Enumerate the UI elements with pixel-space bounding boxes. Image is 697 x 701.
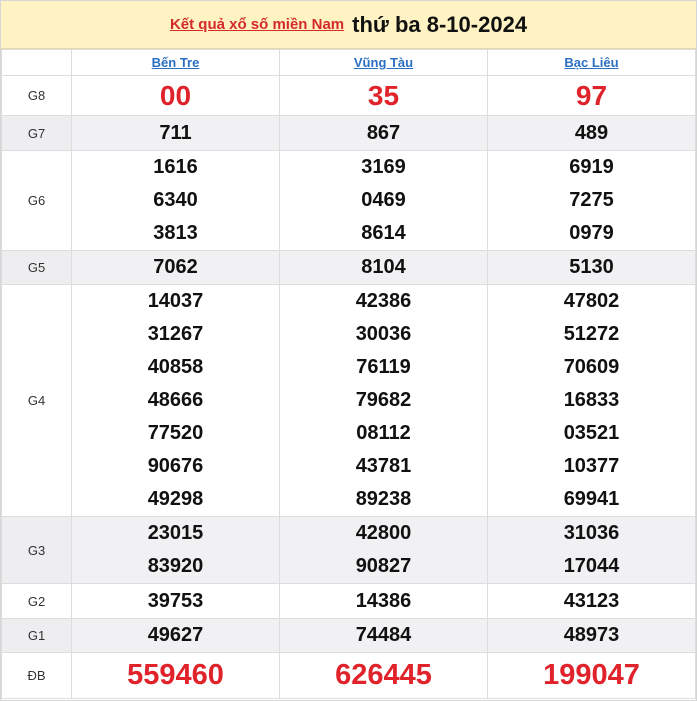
prize-value: 49298 (147, 488, 204, 510)
prize-value: 43781 (355, 455, 412, 477)
prize-value: 47802 (563, 290, 620, 312)
province-header-ben-tre (72, 50, 280, 76)
prize-number-group (280, 151, 488, 251)
prize-number-group (280, 517, 488, 584)
prize-number (280, 251, 488, 285)
prize-value: 48666 (147, 389, 204, 411)
prize-row-g6 (2, 151, 696, 251)
prize-number-special (280, 653, 488, 699)
prize-number (280, 116, 488, 151)
prize-number (488, 584, 696, 619)
prize-value: 6340 (153, 189, 198, 211)
prize-value: 89238 (355, 488, 412, 510)
prize-value: 79682 (355, 389, 412, 411)
prize-value: 14386 (355, 589, 412, 612)
results-date: thứ ba 8-10-2024 (352, 11, 528, 37)
prize-value: 8614 (361, 222, 406, 244)
prize-value: 48973 (563, 624, 620, 646)
prize-value: 31267 (147, 323, 204, 345)
prize-row-g1 (2, 619, 696, 653)
prize-value: 867 (366, 121, 401, 144)
prize-row-g3 (2, 517, 696, 584)
prize-value: 03521 (563, 422, 620, 444)
prize-number-group (488, 151, 696, 251)
prize-value: 83920 (147, 555, 204, 577)
prize-value: 6919 (569, 156, 614, 178)
prize-value: 35 (367, 80, 400, 111)
prize-value: 17044 (563, 555, 620, 577)
prize-row-g2 (2, 584, 696, 619)
prize-value: 49627 (147, 624, 204, 646)
prize-number-group (72, 151, 280, 251)
prize-label: G6 (2, 151, 72, 251)
prize-number (280, 76, 488, 116)
prize-number-special (72, 653, 280, 699)
prize-number-group (488, 285, 696, 517)
prize-value: 559460 (127, 659, 224, 691)
prize-value: 3169 (361, 156, 406, 178)
prize-value: 14037 (147, 290, 204, 312)
prize-number (280, 584, 488, 619)
prize-value: 31036 (563, 522, 620, 544)
prize-value: 74484 (355, 624, 412, 646)
prize-value: 70609 (563, 356, 620, 378)
prize-value: 199047 (543, 659, 640, 691)
prize-value: 77520 (147, 422, 204, 444)
province-header-row (2, 50, 696, 76)
prize-number-group (280, 285, 488, 517)
prize-row-g8 (2, 76, 696, 116)
prize-value: 42800 (355, 522, 412, 544)
prize-label: G5 (2, 251, 72, 285)
results-title-link[interactable]: Kết quả xổ số miền Nam (169, 16, 345, 33)
prize-value: 711 (159, 121, 192, 144)
province-link-bac-lieu[interactable]: Bạc Liêu (564, 55, 619, 70)
prize-label: G8 (2, 76, 72, 116)
province-header-bac-lieu (488, 50, 696, 76)
prize-label: G4 (2, 285, 72, 517)
prize-value: 7275 (569, 189, 614, 211)
prize-value: 40858 (147, 356, 204, 378)
prize-number (488, 76, 696, 116)
results-table (1, 49, 696, 699)
prize-value: 90676 (147, 455, 204, 477)
prize-value: 42386 (355, 290, 412, 312)
prize-value: 0469 (361, 189, 406, 211)
prize-value: 626445 (335, 659, 432, 691)
prize-value: 51272 (563, 323, 620, 345)
prize-value: 43123 (563, 589, 620, 612)
prize-value: 10377 (563, 455, 620, 477)
prize-column-header (2, 50, 72, 76)
prize-value: 3813 (153, 222, 198, 244)
prize-value: 0979 (569, 222, 614, 244)
prize-label: ĐB (2, 653, 72, 699)
prize-number (72, 116, 280, 151)
province-header-vung-tau (280, 50, 488, 76)
prize-value: 76119 (356, 356, 411, 378)
prize-value: 97 (575, 80, 608, 111)
prize-number (488, 116, 696, 151)
prize-label: G7 (2, 116, 72, 151)
prize-number-group (72, 517, 280, 584)
prize-number (72, 76, 280, 116)
prize-value: 23015 (147, 522, 204, 544)
prize-value: 90827 (355, 555, 412, 577)
prize-value: 69941 (563, 488, 620, 510)
province-link-vung-tau[interactable]: Vũng Tàu (353, 55, 414, 70)
prize-value: 489 (574, 121, 609, 144)
prize-number (488, 619, 696, 653)
prize-value: 1616 (153, 156, 198, 178)
prize-value: 39753 (147, 589, 204, 612)
prize-number (72, 251, 280, 285)
prize-label: G1 (2, 619, 72, 653)
prize-number-special (488, 653, 696, 699)
prize-value: 5130 (569, 256, 614, 278)
prize-row-special (2, 653, 696, 699)
results-header (1, 1, 696, 49)
prize-row-g7 (2, 116, 696, 151)
prize-row-g5 (2, 251, 696, 285)
prize-label: G3 (2, 517, 72, 584)
prize-number (72, 584, 280, 619)
prize-value: 08112 (356, 422, 411, 444)
prize-value: 8104 (361, 256, 406, 278)
prize-value: 30036 (355, 323, 412, 345)
prize-number-group (72, 285, 280, 517)
prize-row-g4 (2, 285, 696, 517)
prize-label: G2 (2, 584, 72, 619)
prize-number (280, 619, 488, 653)
prize-value: 16833 (563, 389, 620, 411)
prize-value: 7062 (153, 256, 198, 278)
province-link-ben-tre[interactable]: Bến Tre (151, 55, 200, 70)
prize-value: 00 (159, 80, 192, 111)
prize-number (488, 251, 696, 285)
prize-number-group (488, 517, 696, 584)
prize-number (72, 619, 280, 653)
